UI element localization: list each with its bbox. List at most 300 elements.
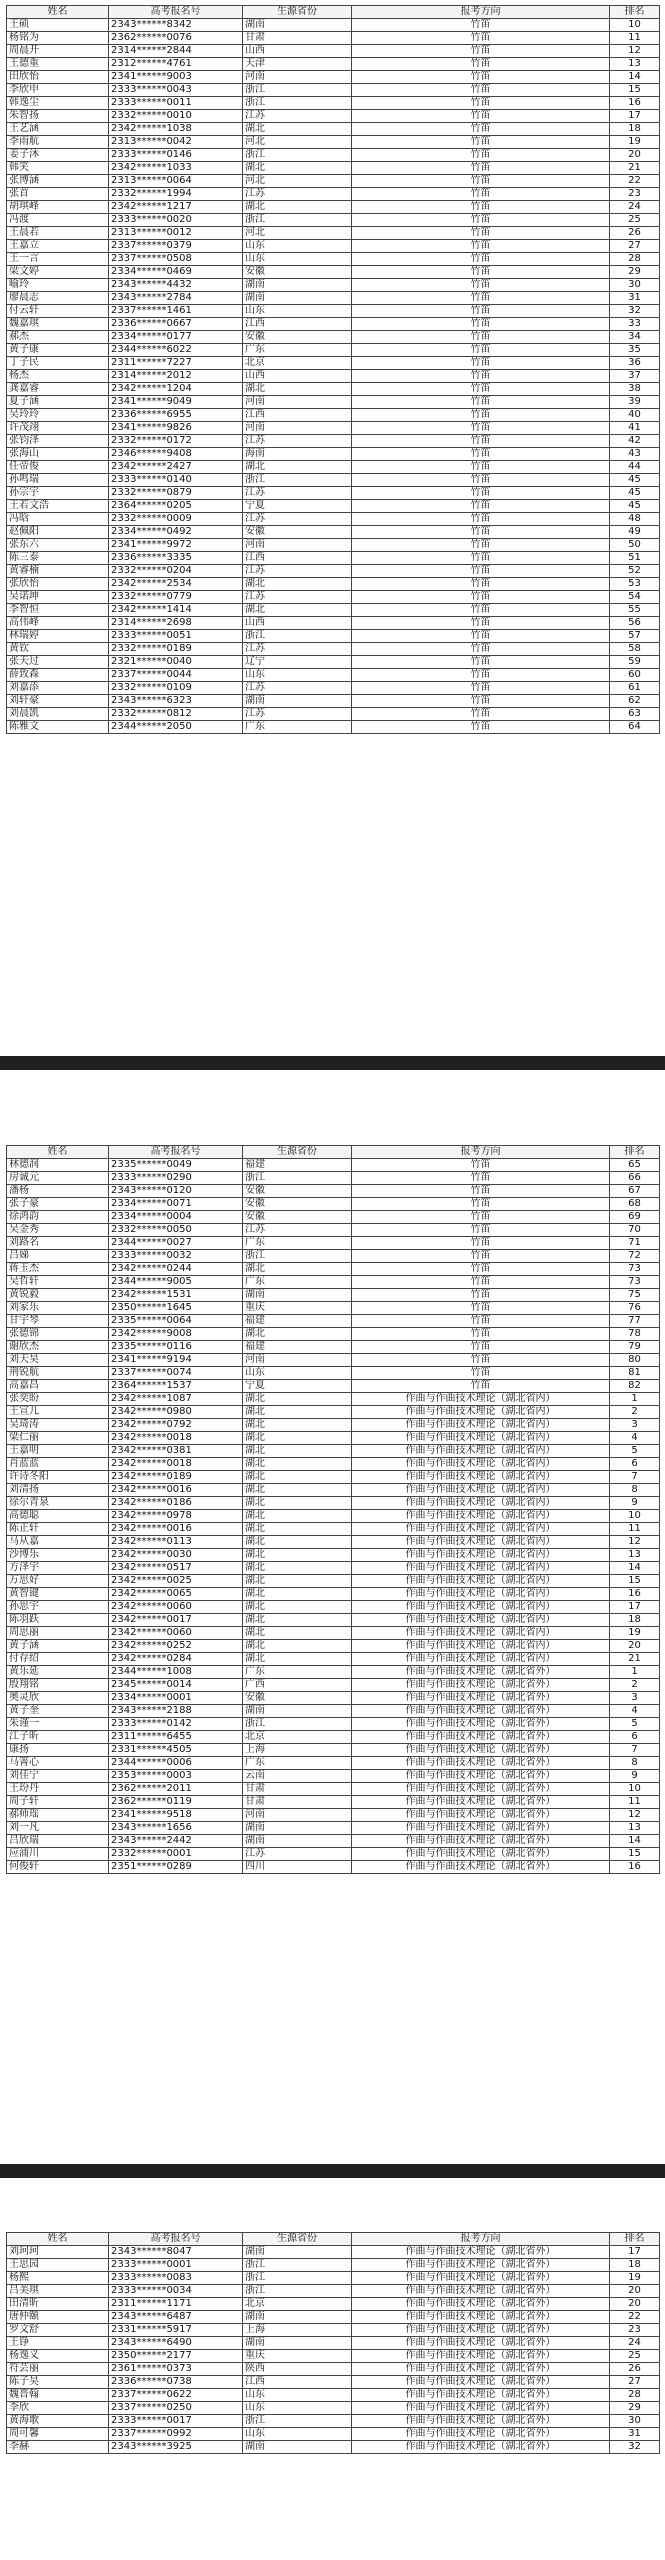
cell-province: 浙江 — [243, 84, 352, 97]
table-row — [7, 227, 660, 240]
cell-name: 李智恒 — [7, 604, 109, 617]
cell-name: 王铮 — [7, 2337, 109, 2350]
cell-rank: 75 — [610, 1289, 660, 1302]
cell-major: 竹笛 — [352, 253, 610, 266]
cell-id: 2343******6490 — [109, 2337, 243, 2350]
cell-province: 海南 — [243, 448, 352, 461]
header-major: 报考方向 — [352, 2233, 610, 2246]
cell-id: 2343******8342 — [109, 19, 243, 32]
cell-province: 湖南 — [243, 1835, 352, 1848]
cell-name: 周晨开 — [7, 45, 109, 58]
cell-province: 安徽 — [243, 1211, 352, 1224]
cell-id: 2311******1171 — [109, 2298, 243, 2311]
table-row — [7, 1679, 660, 1692]
cell-province: 江西 — [243, 552, 352, 565]
cell-major: 竹笛 — [352, 656, 610, 669]
table-row — [7, 162, 660, 175]
cell-province: 湖北 — [243, 1432, 352, 1445]
page-separator-2 — [0, 2164, 665, 2178]
cell-name: 黄子康 — [7, 344, 109, 357]
cell-province: 广西 — [243, 1679, 352, 1692]
cell-name: 田清昕 — [7, 2298, 109, 2311]
table-row — [7, 240, 660, 253]
cell-major: 竹笛 — [352, 45, 610, 58]
cell-rank: 76 — [610, 1302, 660, 1315]
cell-name: 王德重 — [7, 58, 109, 71]
cell-id: 2341******9826 — [109, 422, 243, 435]
cell-name: 刘佳宁 — [7, 1770, 109, 1783]
cell-rank: 5 — [610, 1445, 660, 1458]
cell-province: 河南 — [243, 539, 352, 552]
cell-rank: 20 — [610, 149, 660, 162]
cell-id: 2336******0738 — [109, 2376, 243, 2389]
cell-major: 竹笛 — [352, 669, 610, 682]
cell-major: 竹笛 — [352, 162, 610, 175]
cell-id: 2332******0812 — [109, 708, 243, 721]
table-row — [7, 682, 660, 695]
cell-major: 作曲与作曲技术理论（湖北省外） — [352, 2324, 610, 2337]
cell-province: 安徽 — [243, 266, 352, 279]
cell-province: 湖北 — [243, 578, 352, 591]
cell-id: 2333******0142 — [109, 1718, 243, 1731]
cell-name: 黄乐延 — [7, 1666, 109, 1679]
table-row — [7, 318, 660, 331]
cell-province: 安徽 — [243, 331, 352, 344]
cell-id: 2333******0290 — [109, 1172, 243, 1185]
cell-rank: 49 — [610, 526, 660, 539]
cell-rank: 25 — [610, 214, 660, 227]
cell-province: 云南 — [243, 1770, 352, 1783]
cell-rank: 15 — [610, 84, 660, 97]
cell-major: 竹笛 — [352, 32, 610, 45]
table-row — [7, 1562, 660, 1575]
cell-major: 作曲与作曲技术理论（湖北省内） — [352, 1627, 610, 1640]
cell-province: 湖北 — [243, 1536, 352, 1549]
cell-major: 作曲与作曲技术理论（湖北省内） — [352, 1510, 610, 1523]
cell-id: 2333******0034 — [109, 2285, 243, 2298]
cell-province: 浙江 — [243, 149, 352, 162]
cell-id: 2333******0146 — [109, 149, 243, 162]
cell-province: 广东 — [243, 721, 352, 734]
cell-id: 2335******0049 — [109, 1159, 243, 1172]
cell-name: 陈雅文 — [7, 721, 109, 734]
table-row — [7, 409, 660, 422]
cell-id: 2332******0001 — [109, 1848, 243, 1861]
cell-rank: 72 — [610, 1250, 660, 1263]
cell-id: 2344******1008 — [109, 1666, 243, 1679]
cell-id: 2332******0172 — [109, 435, 243, 448]
cell-major: 竹笛 — [352, 695, 610, 708]
cell-province: 江苏 — [243, 682, 352, 695]
cell-id: 2336******3335 — [109, 552, 243, 565]
cell-province: 河北 — [243, 227, 352, 240]
cell-id: 2342******0517 — [109, 1562, 243, 1575]
cell-id: 2342******2427 — [109, 461, 243, 474]
cell-province: 浙江 — [243, 1250, 352, 1263]
table-row — [7, 253, 660, 266]
table-row — [7, 1835, 660, 1848]
cell-id: 2342******1087 — [109, 1393, 243, 1406]
cell-rank: 35 — [610, 344, 660, 357]
table-row — [7, 2363, 660, 2376]
cell-name: 周思丽 — [7, 1627, 109, 1640]
table-row — [7, 1419, 660, 1432]
cell-province: 湖北 — [243, 1562, 352, 1575]
cell-name: 张天过 — [7, 656, 109, 669]
table-row — [7, 1653, 660, 1666]
cell-name: 王思园 — [7, 2259, 109, 2272]
cell-id: 2336******6955 — [109, 409, 243, 422]
cell-name: 张东六 — [7, 539, 109, 552]
cell-province: 湖北 — [243, 1406, 352, 1419]
cell-name: 廖晨志 — [7, 292, 109, 305]
header-row — [7, 6, 660, 19]
table-row — [7, 669, 660, 682]
cell-major: 作曲与作曲技术理论（湖北省外） — [352, 1848, 610, 1861]
cell-major: 竹笛 — [352, 435, 610, 448]
cell-major: 作曲与作曲技术理论（湖北省外） — [352, 1692, 610, 1705]
cell-id: 2361******0373 — [109, 2363, 243, 2376]
table-row — [7, 71, 660, 84]
cell-rank: 8 — [610, 1757, 660, 1770]
cell-name: 黄钦 — [7, 643, 109, 656]
cell-name: 张德锦 — [7, 1328, 109, 1341]
cell-rank: 29 — [610, 2402, 660, 2415]
cell-name: 刘珂珂 — [7, 2246, 109, 2259]
cell-province: 北京 — [243, 357, 352, 370]
cell-major: 作曲与作曲技术理论（湖北省外） — [352, 2272, 610, 2285]
cell-id: 2332******0189 — [109, 643, 243, 656]
cell-major: 作曲与作曲技术理论（湖北省外） — [352, 2441, 610, 2454]
table-row — [7, 1237, 660, 1250]
cell-name: 吴诺坤 — [7, 591, 109, 604]
table-row — [7, 19, 660, 32]
cell-rank: 64 — [610, 721, 660, 734]
cell-province: 山西 — [243, 617, 352, 630]
table-row — [7, 45, 660, 58]
cell-rank: 16 — [610, 1861, 660, 1874]
table-row — [7, 1172, 660, 1185]
table-row — [7, 565, 660, 578]
cell-id: 2342******0284 — [109, 1653, 243, 1666]
cell-province: 江苏 — [243, 487, 352, 500]
cell-id: 2342******2534 — [109, 578, 243, 591]
cell-province: 河北 — [243, 175, 352, 188]
cell-rank: 12 — [610, 45, 660, 58]
cell-rank: 16 — [610, 1588, 660, 1601]
cell-name: 奥灵欣 — [7, 1692, 109, 1705]
cell-major: 竹笛 — [352, 201, 610, 214]
cell-province: 重庆 — [243, 2350, 352, 2363]
header-province: 生源省份 — [243, 1146, 352, 1159]
cell-rank: 66 — [610, 1172, 660, 1185]
cell-province: 山东 — [243, 2428, 352, 2441]
cell-rank: 10 — [610, 1510, 660, 1523]
header-row — [7, 2233, 660, 2246]
cell-name: 吴琦涛 — [7, 1419, 109, 1432]
cell-province: 江西 — [243, 409, 352, 422]
cell-name: 徐尔青泉 — [7, 1497, 109, 1510]
cell-id: 2332******1994 — [109, 188, 243, 201]
cell-rank: 51 — [610, 552, 660, 565]
cell-id: 2313******0042 — [109, 136, 243, 149]
cell-rank: 27 — [610, 240, 660, 253]
cell-name: 潘杨 — [7, 1185, 109, 1198]
cell-name: 周可馨 — [7, 2428, 109, 2441]
cell-province: 甘肃 — [243, 1796, 352, 1809]
cell-province: 福建 — [243, 1159, 352, 1172]
cell-province: 湖南 — [243, 2311, 352, 2324]
cell-name: 郝师瑶 — [7, 1809, 109, 1822]
cell-id: 2314******2844 — [109, 45, 243, 58]
cell-major: 竹笛 — [352, 1224, 610, 1237]
cell-name: 刘清扬 — [7, 1484, 109, 1497]
cell-major: 竹笛 — [352, 1328, 610, 1341]
cell-id: 2336******0667 — [109, 318, 243, 331]
cell-major: 竹笛 — [352, 318, 610, 331]
cell-major: 竹笛 — [352, 357, 610, 370]
table-row — [7, 2272, 660, 2285]
cell-major: 作曲与作曲技术理论（湖北省内） — [352, 1549, 610, 1562]
cell-major: 竹笛 — [352, 292, 610, 305]
cell-id: 2351******0289 — [109, 1861, 243, 1874]
table-row — [7, 1341, 660, 1354]
cell-province: 安徽 — [243, 526, 352, 539]
cell-name: 黄锐毅 — [7, 1289, 109, 1302]
table-row — [7, 461, 660, 474]
table-row — [7, 305, 660, 318]
table-row — [7, 1601, 660, 1614]
cell-rank: 70 — [610, 1224, 660, 1237]
cell-name: 冯渡 — [7, 214, 109, 227]
cell-province: 天津 — [243, 58, 352, 71]
cell-province: 湖北 — [243, 1471, 352, 1484]
header-province: 生源省份 — [243, 6, 352, 19]
cell-province: 湖北 — [243, 201, 352, 214]
cell-name: 刘一凡 — [7, 1822, 109, 1835]
cell-rank: 80 — [610, 1354, 660, 1367]
cell-province: 浙江 — [243, 630, 352, 643]
header-province: 生源省份 — [243, 2233, 352, 2246]
table-row — [7, 1302, 660, 1315]
table-row — [7, 201, 660, 214]
table-row — [7, 2337, 660, 2350]
cell-rank: 63 — [610, 708, 660, 721]
cell-rank: 11 — [610, 1523, 660, 1536]
cell-id: 2362******2011 — [109, 1783, 243, 1796]
cell-province: 甘肃 — [243, 32, 352, 45]
cell-major: 竹笛 — [352, 1341, 610, 1354]
cell-province: 湖北 — [243, 1393, 352, 1406]
cell-name: 徐鸿韵 — [7, 1211, 109, 1224]
cell-name: 康扬 — [7, 1744, 109, 1757]
table-row — [7, 1211, 660, 1224]
cell-id: 2342******0978 — [109, 1510, 243, 1523]
cell-rank: 71 — [610, 1237, 660, 1250]
cell-rank: 27 — [610, 2376, 660, 2389]
table-row — [7, 84, 660, 97]
table-row — [7, 2246, 660, 2259]
cell-province: 湖北 — [243, 1653, 352, 1666]
table-row — [7, 97, 660, 110]
table-row — [7, 1705, 660, 1718]
cell-id: 2343******3925 — [109, 2441, 243, 2454]
cell-province: 重庆 — [243, 1302, 352, 1315]
cell-name: 张海山 — [7, 448, 109, 461]
cell-major: 竹笛 — [352, 1315, 610, 1328]
cell-major: 竹笛 — [352, 461, 610, 474]
cell-province: 湖南 — [243, 2337, 352, 2350]
cell-name: 姜子沐 — [7, 149, 109, 162]
cell-rank: 17 — [610, 1601, 660, 1614]
table-row — [7, 1315, 660, 1328]
cell-major: 竹笛 — [352, 110, 610, 123]
cell-province: 河南 — [243, 71, 352, 84]
cell-province: 山东 — [243, 253, 352, 266]
cell-province: 浙江 — [243, 1718, 352, 1731]
cell-id: 2333******0020 — [109, 214, 243, 227]
cell-province: 福建 — [243, 1315, 352, 1328]
table-row — [7, 526, 660, 539]
cell-major: 竹笛 — [352, 526, 610, 539]
cell-name: 张欣怡 — [7, 578, 109, 591]
cell-id: 2342******0016 — [109, 1484, 243, 1497]
cell-rank: 15 — [610, 1848, 660, 1861]
cell-id: 2335******0064 — [109, 1315, 243, 1328]
cell-name: 胡琪峰 — [7, 201, 109, 214]
cell-name: 龚嘉睿 — [7, 383, 109, 396]
table-row — [7, 617, 660, 630]
cell-id: 2343******4432 — [109, 279, 243, 292]
cell-major: 竹笛 — [352, 214, 610, 227]
cell-province: 江苏 — [243, 708, 352, 721]
cell-name: 许茂翊 — [7, 422, 109, 435]
table-row — [7, 1406, 660, 1419]
cell-province: 湖北 — [243, 1458, 352, 1471]
cell-province: 北京 — [243, 2298, 352, 2311]
cell-major: 竹笛 — [352, 136, 610, 149]
cell-major: 竹笛 — [352, 370, 610, 383]
cell-major: 竹笛 — [352, 1354, 610, 1367]
table-row — [7, 1458, 660, 1471]
cell-rank: 6 — [610, 1458, 660, 1471]
cell-name: 郝杰 — [7, 331, 109, 344]
cell-name: 黄睿楠 — [7, 565, 109, 578]
cell-major: 竹笛 — [352, 591, 610, 604]
table-row — [7, 1471, 660, 1484]
cell-rank: 44 — [610, 461, 660, 474]
table-row — [7, 1367, 660, 1380]
table-row — [7, 1380, 660, 1393]
cell-name: 吴哲轩 — [7, 1276, 109, 1289]
cell-rank: 39 — [610, 396, 660, 409]
cell-major: 竹笛 — [352, 539, 610, 552]
table-row — [7, 149, 660, 162]
cell-id: 2353******0003 — [109, 1770, 243, 1783]
cell-id: 2334******0177 — [109, 331, 243, 344]
cell-rank: 22 — [610, 175, 660, 188]
cell-province: 广东 — [243, 1666, 352, 1679]
table-row — [7, 396, 660, 409]
cell-rank: 7 — [610, 1471, 660, 1484]
table-row — [7, 1289, 660, 1302]
cell-major: 作曲与作曲技术理论（湖北省外） — [352, 1757, 610, 1770]
header-name: 姓名 — [7, 2233, 109, 2246]
header-name: 姓名 — [7, 6, 109, 19]
cell-id: 2342******0065 — [109, 1588, 243, 1601]
cell-rank: 3 — [610, 1692, 660, 1705]
cell-province: 浙江 — [243, 2259, 352, 2272]
cell-name: 付云轩 — [7, 305, 109, 318]
cell-name: 高伟峰 — [7, 617, 109, 630]
table-row — [7, 1770, 660, 1783]
cell-name: 林瑞婷 — [7, 630, 109, 643]
table-row — [7, 292, 660, 305]
table-row — [7, 1848, 660, 1861]
cell-id: 2334******0001 — [109, 1692, 243, 1705]
cell-name: 刘轩豪 — [7, 695, 109, 708]
cell-rank: 23 — [610, 2324, 660, 2337]
cell-major: 作曲与作曲技术理论（湖北省外） — [352, 1666, 610, 1679]
cell-id: 2342******0792 — [109, 1419, 243, 1432]
cell-id: 2343******2442 — [109, 1835, 243, 1848]
cell-province: 湖北 — [243, 1588, 352, 1601]
cell-major: 竹笛 — [352, 344, 610, 357]
cell-province: 湖北 — [243, 1484, 352, 1497]
cell-name: 谢欣杰 — [7, 1341, 109, 1354]
cell-rank: 62 — [610, 695, 660, 708]
cell-name: 薛致森 — [7, 669, 109, 682]
cell-id: 2364******0205 — [109, 500, 243, 513]
cell-rank: 18 — [610, 1614, 660, 1627]
cell-id: 2362******0076 — [109, 32, 243, 45]
cell-province: 浙江 — [243, 2272, 352, 2285]
cell-name: 张首 — [7, 188, 109, 201]
cell-province: 河南 — [243, 1809, 352, 1822]
cell-rank: 10 — [610, 1783, 660, 1796]
cell-province: 湖南 — [243, 279, 352, 292]
table-row — [7, 630, 660, 643]
table-row — [7, 370, 660, 383]
cell-id: 2342******9008 — [109, 1328, 243, 1341]
table-row — [7, 643, 660, 656]
cell-major: 竹笛 — [352, 708, 610, 721]
cell-rank: 30 — [610, 279, 660, 292]
cell-id: 2342******0025 — [109, 1575, 243, 1588]
cell-id: 2342******0017 — [109, 1614, 243, 1627]
cell-name: 马箐心 — [7, 1757, 109, 1770]
cell-rank: 68 — [610, 1198, 660, 1211]
cell-major: 作曲与作曲技术理论（湖北省内） — [352, 1432, 610, 1445]
cell-province: 陕西 — [243, 2363, 352, 2376]
cell-rank: 1 — [610, 1393, 660, 1406]
cell-major: 竹笛 — [352, 123, 610, 136]
cell-id: 2311******6455 — [109, 1731, 243, 1744]
cell-rank: 48 — [610, 513, 660, 526]
cell-province: 上海 — [243, 2324, 352, 2337]
cell-province: 安徽 — [243, 1692, 352, 1705]
cell-rank: 4 — [610, 1705, 660, 1718]
cell-major: 作曲与作曲技术理论（湖北省外） — [352, 1835, 610, 1848]
cell-major: 作曲与作曲技术理论（湖北省外） — [352, 2285, 610, 2298]
cell-rank: 36 — [610, 357, 660, 370]
table-row — [7, 721, 660, 734]
sheet-page-1 — [0, 0, 665, 1056]
cell-id: 2342******0030 — [109, 1549, 243, 1562]
cell-rank: 9 — [610, 1497, 660, 1510]
cell-province: 广东 — [243, 344, 352, 357]
cell-name: 杨熙 — [7, 2272, 109, 2285]
